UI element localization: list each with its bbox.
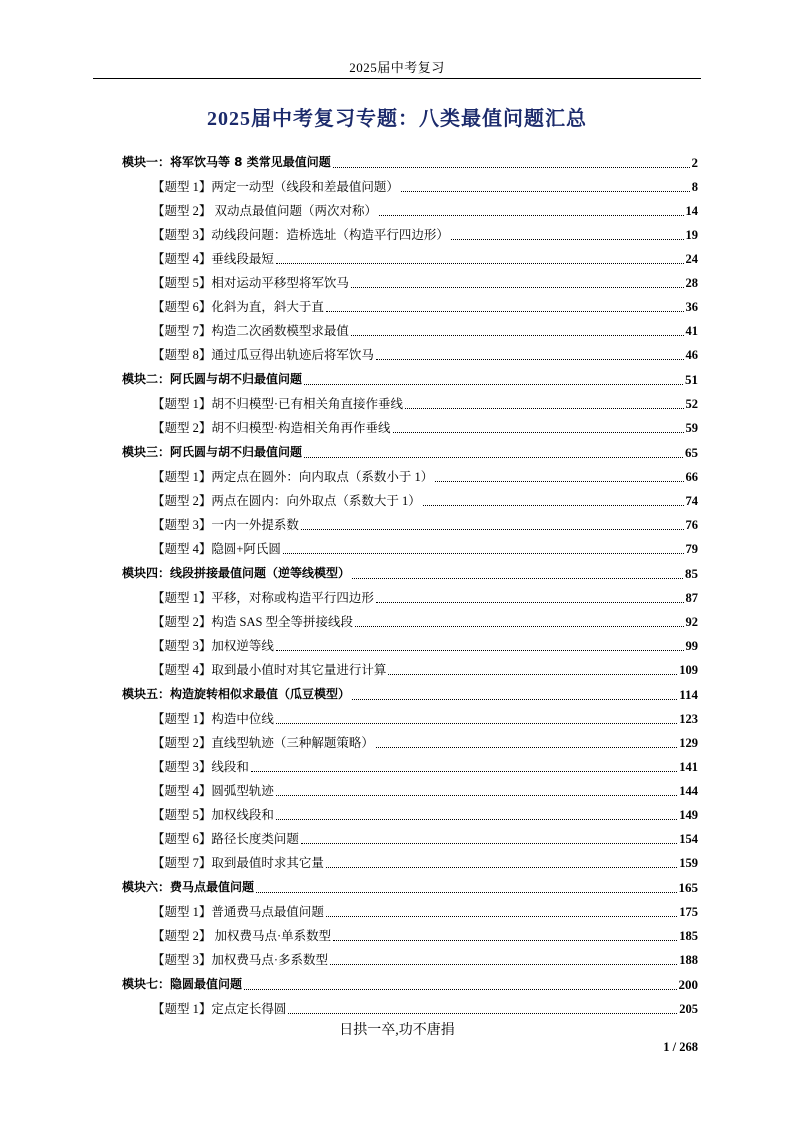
toc-entry-page: 76 bbox=[685, 518, 698, 532]
toc-entry-label: 【题型 4】圆弧型轨迹 bbox=[152, 784, 274, 798]
toc-entry-page: 41 bbox=[685, 324, 698, 338]
toc-entry-label: 【题型 2】 加权费马点·单系数型 bbox=[152, 929, 332, 943]
toc-type-entry[interactable] bbox=[122, 707, 698, 731]
toc-dot-leader bbox=[276, 723, 677, 724]
toc-type-entry[interactable] bbox=[122, 755, 698, 779]
header-divider bbox=[93, 78, 701, 79]
toc-entry-page: 24 bbox=[685, 252, 698, 266]
toc-type-entry[interactable] bbox=[122, 513, 698, 537]
footer-motto: 日拱一卒,功不唐捐 bbox=[339, 1023, 455, 1038]
toc-dot-leader bbox=[376, 359, 684, 360]
running-header: 2025届中考复习 bbox=[349, 60, 445, 75]
toc-entry-label: 【题型 3】动线段问题：造桥选址（构造平行四边形） bbox=[152, 228, 449, 242]
toc-type-entry[interactable] bbox=[122, 731, 698, 755]
toc-type-entry[interactable] bbox=[122, 948, 698, 972]
toc-entry-page: 46 bbox=[685, 348, 698, 362]
toc-dot-leader bbox=[376, 602, 684, 603]
toc-dot-leader bbox=[276, 650, 684, 651]
toc-dot-leader bbox=[379, 215, 683, 216]
toc-entry-page: 114 bbox=[679, 687, 698, 702]
toc-entry-label: 【题型 7】构造二次函数模型求最值 bbox=[152, 324, 349, 338]
toc-type-entry[interactable] bbox=[122, 803, 698, 827]
toc-entry-page: 99 bbox=[685, 639, 698, 653]
toc-entry-page: 85 bbox=[685, 566, 698, 581]
toc-module-entry[interactable] bbox=[122, 440, 698, 465]
toc-dot-leader bbox=[304, 384, 683, 385]
toc-entry-label: 【题型 5】相对运动平移型将军饮马 bbox=[152, 276, 349, 290]
toc-entry-page: 123 bbox=[679, 712, 698, 726]
toc-dot-leader bbox=[301, 529, 684, 530]
toc-dot-leader bbox=[304, 457, 683, 458]
toc-entry-page: 109 bbox=[679, 663, 698, 677]
toc-entry-page: 79 bbox=[685, 542, 698, 556]
toc-dot-leader bbox=[393, 432, 684, 433]
toc-entry-label: 【题型 6】化斜为直，斜大于直 bbox=[152, 300, 324, 314]
toc-entry-label: 【题型 8】通过瓜豆得出轨迹后将军饮马 bbox=[152, 348, 374, 362]
toc-type-entry[interactable] bbox=[122, 851, 698, 875]
toc-type-entry[interactable] bbox=[122, 392, 698, 416]
toc-entry-page: 19 bbox=[685, 228, 698, 242]
toc-entry-label: 模块三：阿氏圆与胡不归最值问题 bbox=[122, 445, 303, 459]
toc-entry-label: 【题型 1】两定点在圆外：向内取点（系数小于 1） bbox=[152, 470, 434, 484]
toc-entry-label: 【题型 3】一内一外提系数 bbox=[152, 518, 299, 532]
toc-type-entry[interactable] bbox=[122, 271, 698, 295]
toc-entry-label: 【题型 7】取到最值时求其它量 bbox=[152, 856, 324, 870]
toc-dot-leader bbox=[276, 795, 677, 796]
table-of-contents bbox=[122, 150, 698, 1021]
toc-entry-page: 188 bbox=[679, 953, 698, 967]
toc-entry-label: 【题型 6】路径长度类问题 bbox=[152, 832, 299, 846]
toc-entry-label: 模块六：费马点最值问题 bbox=[122, 880, 255, 894]
toc-dot-leader bbox=[333, 940, 677, 941]
toc-type-entry[interactable] bbox=[122, 827, 698, 851]
toc-entry-label: 【题型 1】平移，对称或构造平行四边形 bbox=[152, 591, 374, 605]
toc-dot-leader bbox=[244, 989, 676, 990]
toc-entry-label: 模块四：线段拼接最值问题（逆等线模型） bbox=[122, 566, 351, 580]
toc-entry-label: 【题型 5】加权线段和 bbox=[152, 808, 274, 822]
toc-entry-page: 200 bbox=[678, 977, 698, 992]
toc-dot-leader bbox=[451, 239, 684, 240]
toc-entry-page: 165 bbox=[678, 880, 698, 895]
toc-type-entry[interactable] bbox=[122, 343, 698, 367]
toc-type-entry[interactable] bbox=[122, 610, 698, 634]
toc-module-entry[interactable] bbox=[122, 682, 698, 707]
toc-entry-label: 【题型 4】垂线段最短 bbox=[152, 252, 274, 266]
toc-entry-label: 【题型 2】两点在圆内：向外取点（系数大于 1） bbox=[152, 494, 421, 508]
toc-entry-label: 模块七：隐圆最值问题 bbox=[122, 977, 243, 991]
toc-entry-label: 【题型 2】胡不归模型·构造相关角再作垂线 bbox=[152, 421, 391, 435]
toc-module-entry[interactable] bbox=[122, 367, 698, 392]
toc-entry-label: 【题型 3】线段和 bbox=[152, 760, 249, 774]
toc-entry-label: 模块五：构造旋转相似求最值（瓜豆模型） bbox=[122, 687, 351, 701]
toc-type-entry[interactable] bbox=[122, 634, 698, 658]
toc-entry-label: 【题型 3】加权费马点·多系数型 bbox=[152, 953, 329, 967]
toc-type-entry[interactable] bbox=[122, 465, 698, 489]
toc-entry-label: 【题型 2】 双动点最值问题（两次对称） bbox=[152, 204, 378, 218]
toc-type-entry[interactable] bbox=[122, 586, 698, 610]
toc-entry-page: 205 bbox=[679, 1002, 698, 1016]
toc-dot-leader bbox=[276, 819, 677, 820]
toc-entry-page: 66 bbox=[685, 470, 698, 484]
toc-entry-label: 【题型 3】加权逆等线 bbox=[152, 639, 274, 653]
toc-entry-page: 28 bbox=[685, 276, 698, 290]
toc-entry-label: 【题型 4】取到最小值时对其它量进行计算 bbox=[152, 663, 387, 677]
toc-dot-leader bbox=[351, 287, 684, 288]
toc-module-entry[interactable] bbox=[122, 875, 698, 900]
toc-entry-page: 144 bbox=[679, 784, 698, 798]
toc-entry-label: 【题型 1】胡不归模型·已有相关角直接作垂线 bbox=[152, 397, 404, 411]
toc-type-entry[interactable] bbox=[122, 658, 698, 682]
toc-type-entry[interactable] bbox=[122, 319, 698, 343]
toc-type-entry[interactable] bbox=[122, 199, 698, 223]
toc-entry-page: 129 bbox=[679, 736, 698, 750]
toc-dot-leader bbox=[351, 335, 684, 336]
toc-entry-page: 92 bbox=[685, 615, 698, 629]
toc-type-entry[interactable] bbox=[122, 295, 698, 319]
toc-dot-leader bbox=[288, 1013, 677, 1014]
toc-dot-leader bbox=[423, 505, 684, 506]
toc-dot-leader bbox=[301, 843, 677, 844]
toc-dot-leader bbox=[388, 674, 677, 675]
toc-dot-leader bbox=[333, 167, 690, 168]
toc-entry-label: 模块一：将军饮马等 8 类常见最值问题 bbox=[122, 155, 331, 169]
toc-entry-page: 59 bbox=[685, 421, 698, 435]
toc-entry-label: 【题型 2】直线型轨迹（三种解题策略） bbox=[152, 736, 374, 750]
toc-type-entry[interactable] bbox=[122, 924, 698, 948]
toc-dot-leader bbox=[251, 771, 677, 772]
toc-type-entry[interactable] bbox=[122, 223, 698, 247]
toc-dot-leader bbox=[352, 699, 677, 700]
toc-entry-page: 159 bbox=[679, 856, 698, 870]
toc-dot-leader bbox=[326, 916, 677, 917]
toc-entry-label: 【题型 4】隐圆+阿氏圆 bbox=[152, 542, 281, 556]
toc-dot-leader bbox=[376, 747, 677, 748]
toc-type-entry[interactable] bbox=[122, 779, 698, 803]
toc-dot-leader bbox=[401, 191, 690, 192]
toc-entry-page: 149 bbox=[679, 808, 698, 822]
toc-entry-page: 74 bbox=[685, 494, 698, 508]
toc-type-entry[interactable] bbox=[122, 247, 698, 271]
toc-entry-page: 87 bbox=[685, 591, 698, 605]
toc-entry-page: 141 bbox=[679, 760, 698, 774]
toc-dot-leader bbox=[326, 311, 684, 312]
toc-entry-label: 【题型 1】普通费马点最值问题 bbox=[152, 905, 324, 919]
toc-dot-leader bbox=[405, 408, 683, 409]
toc-entry-page: 2 bbox=[691, 155, 698, 170]
toc-entry-page: 175 bbox=[679, 905, 698, 919]
toc-entry-label: 模块二：阿氏圆与胡不归最值问题 bbox=[122, 372, 303, 386]
toc-dot-leader bbox=[435, 481, 683, 482]
toc-entry-page: 8 bbox=[691, 180, 698, 194]
toc-dot-leader bbox=[256, 892, 676, 893]
toc-entry-page: 14 bbox=[685, 204, 698, 218]
toc-dot-leader bbox=[352, 578, 683, 579]
toc-type-entry[interactable] bbox=[122, 537, 698, 561]
toc-entry-page: 36 bbox=[685, 300, 698, 314]
toc-dot-leader bbox=[276, 263, 684, 264]
document-title: 2025届中考复习专题：八类最值问题汇总 bbox=[207, 108, 587, 130]
toc-type-entry[interactable] bbox=[122, 489, 698, 513]
toc-entry-label: 【题型 1】定点定长得圆 bbox=[152, 1002, 287, 1016]
toc-entry-label: 【题型 1】构造中位线 bbox=[152, 712, 274, 726]
toc-entry-label: 【题型 1】两定一动型（线段和差最值问题） bbox=[152, 180, 399, 194]
toc-type-entry[interactable] bbox=[122, 900, 698, 924]
toc-entry-page: 154 bbox=[679, 832, 698, 846]
toc-dot-leader bbox=[283, 553, 684, 554]
toc-dot-leader bbox=[355, 626, 683, 627]
toc-entry-page: 52 bbox=[685, 397, 698, 411]
toc-entry-page: 65 bbox=[685, 445, 698, 460]
toc-entry-label: 【题型 2】构造 SAS 型全等拼接线段 bbox=[152, 615, 354, 629]
toc-type-entry[interactable] bbox=[122, 175, 698, 199]
toc-entry-page: 185 bbox=[679, 929, 698, 943]
toc-module-entry[interactable] bbox=[122, 972, 698, 997]
toc-dot-leader bbox=[326, 867, 677, 868]
toc-type-entry[interactable] bbox=[122, 997, 698, 1021]
toc-module-entry[interactable] bbox=[122, 150, 698, 175]
toc-module-entry[interactable] bbox=[122, 561, 698, 586]
toc-dot-leader bbox=[330, 964, 677, 965]
toc-entry-page: 51 bbox=[685, 372, 698, 387]
toc-type-entry[interactable] bbox=[122, 416, 698, 440]
page-number: 1 / 268 bbox=[663, 1040, 698, 1054]
